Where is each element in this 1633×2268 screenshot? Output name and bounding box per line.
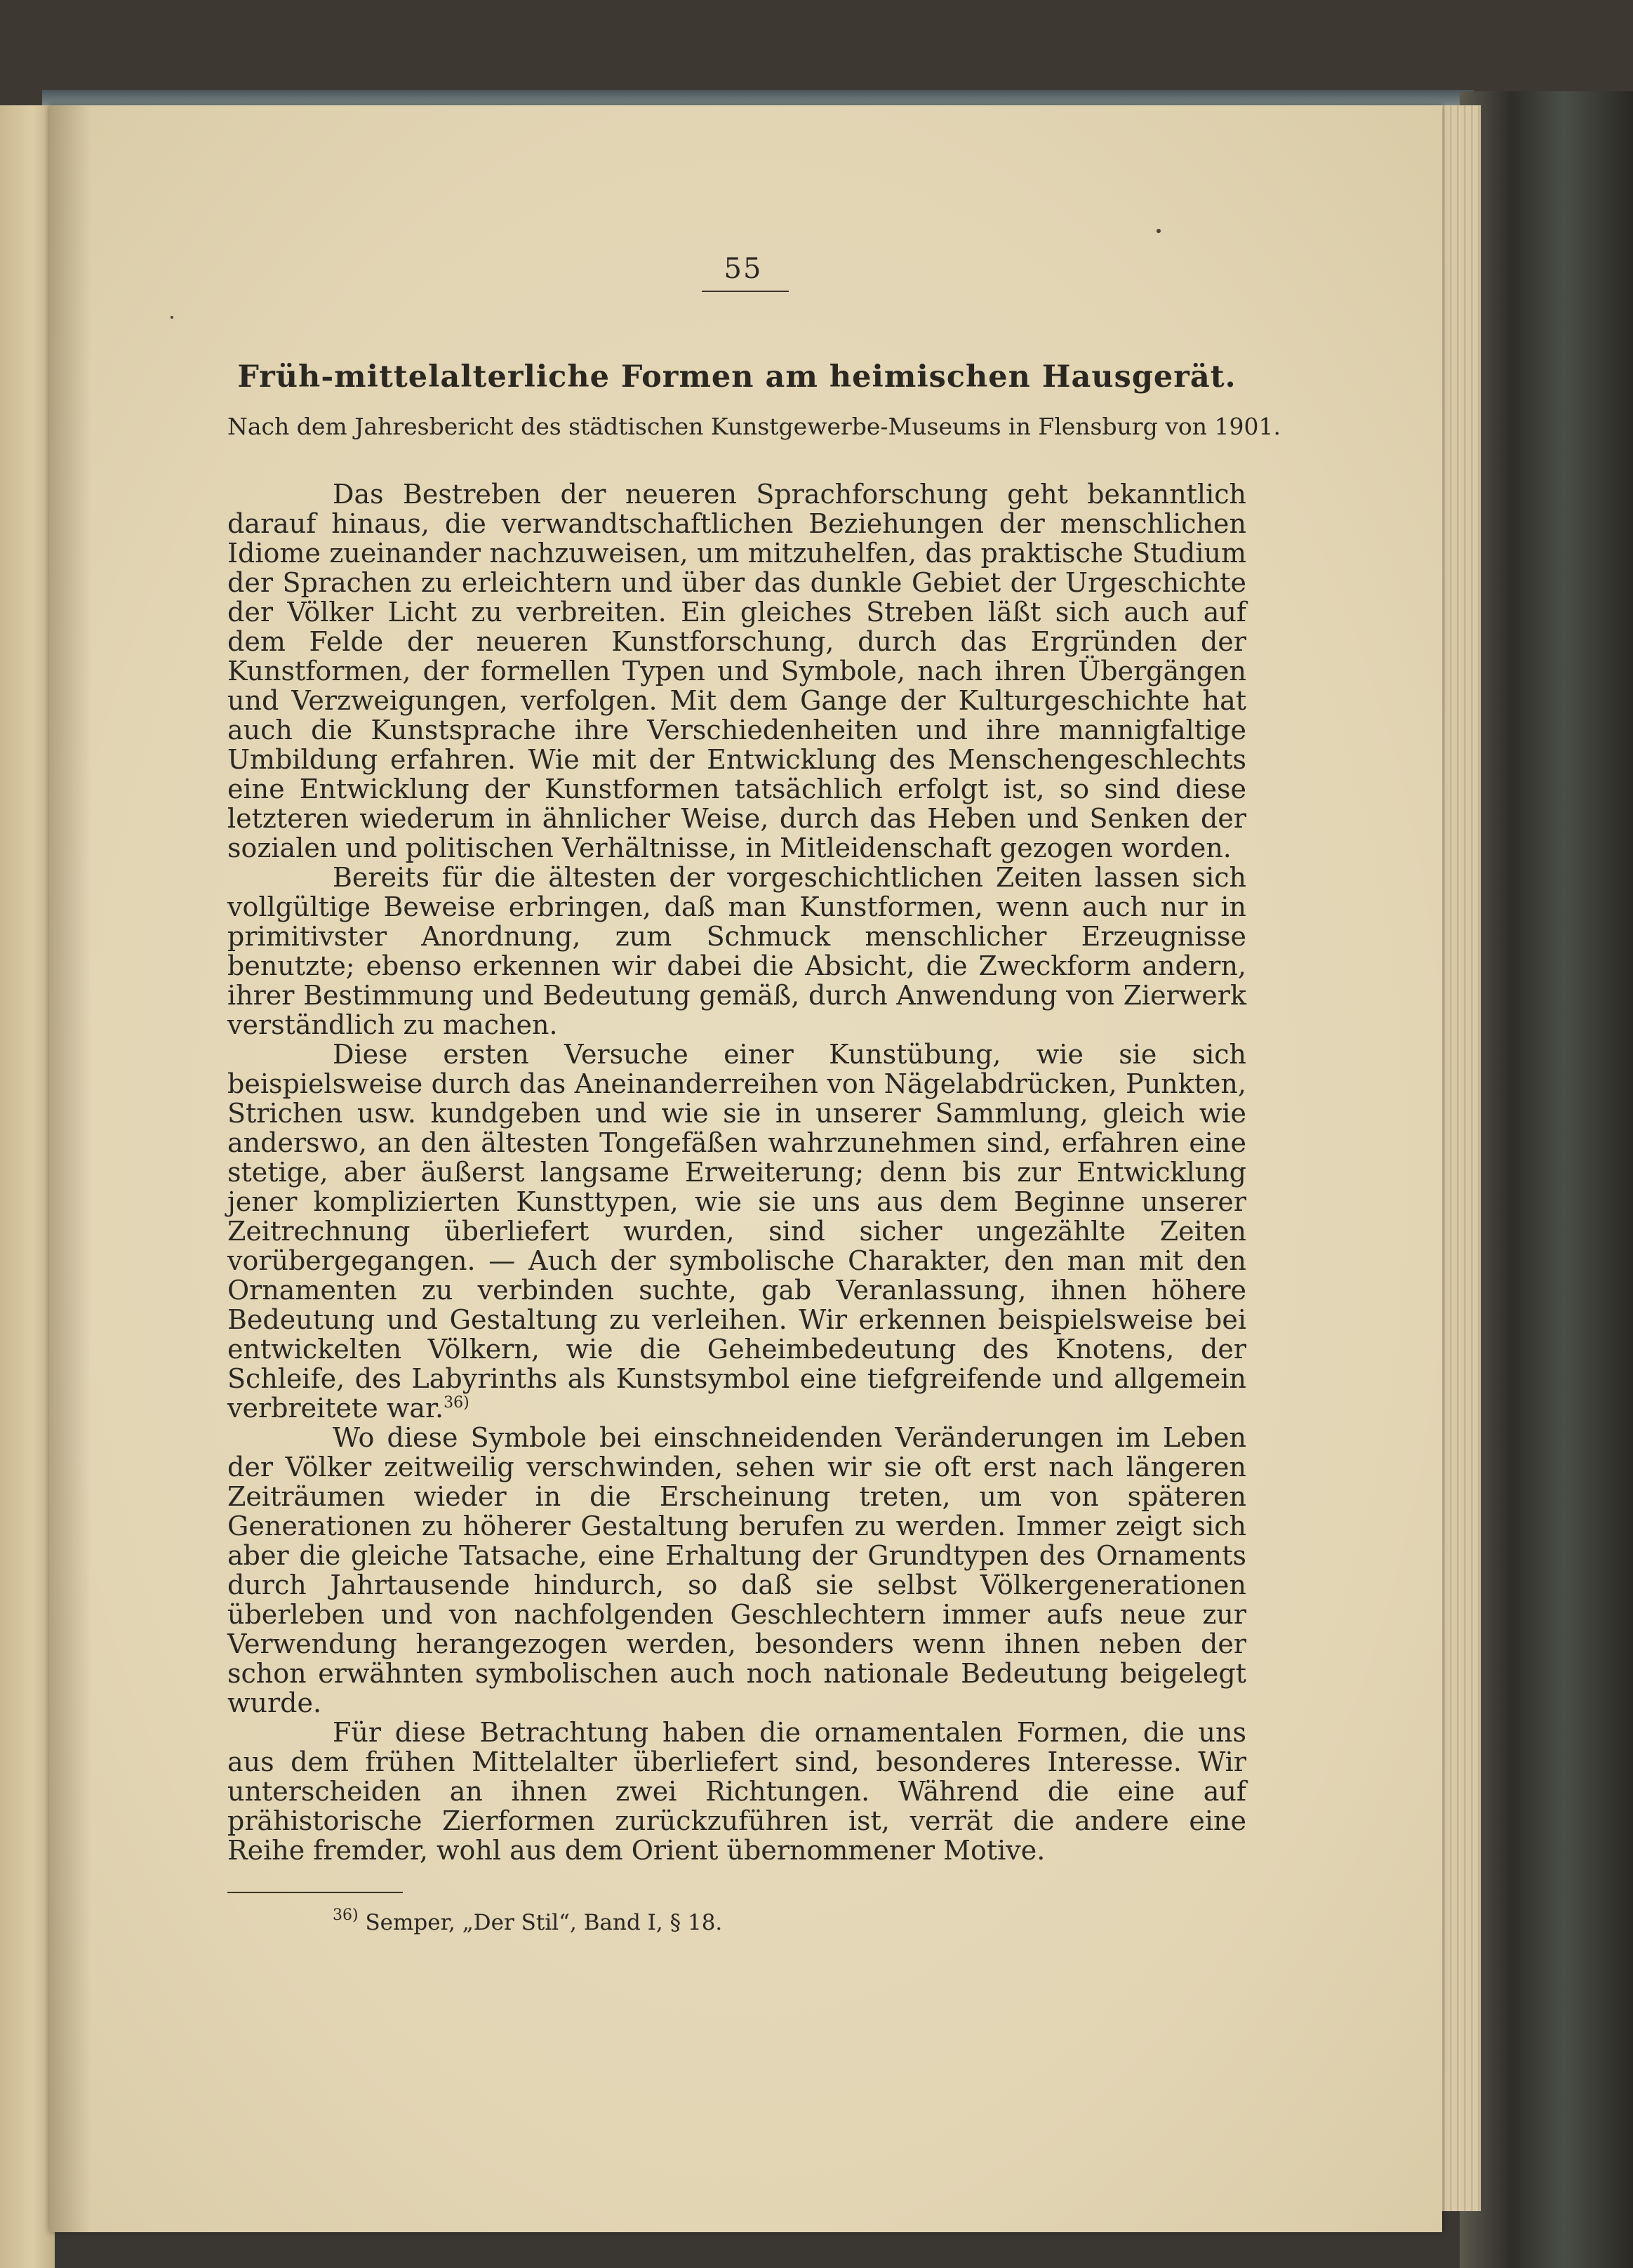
facing-page-edge	[0, 105, 55, 2268]
paragraph: Wo diese Symbole bei einschneidenden Veränderungen im Leben der Völker zeitweilig verschwinden, sehen wir sie oft erst nach längeren Zeiträumen wieder in die Erscheinung treten, um von späteren Generationen zu höherer Gestaltung berufen zu werden. Immer zeigt sich aber die gleiche Tatsache, eine Erhaltung der Grundtypen des Ornaments durch Jahrtausende hindurch, so daß sie selbst Völkergenerationen überleben und von nachfolgenden Geschlechtern immer aufs neue zur Verwendung herangezogen werden, besonders wenn ihnen neben der schon erwähnten symbolischen auch noch nationale Bedeutung beigelegt wurde.	[227, 1422, 1246, 1718]
paragraph-text: Diese ersten Versuche einer Kunstübung, wie sie sich beispielsweise durch das Aneinanderreihen von Nägelabdrücken, Punkten, Strichen usw. kundgeben und wie sie in unserer Sammlung, gleich wie anderswo, an den ältesten Tongefäßen wahrzunehmen sind, erfahren eine stetige, aber äußerst langsame Erweiterung; denn bis zur Entwicklung jener komplizierten Kunsttypen, wie sie uns aus dem Beginne unserer Zeitrechnung überliefert wurden, sind sicher ungezählte Zeiten vorübergegangen. — Auch der symbolische Charakter, den man mit den Ornamenten zu verbinden suchte, gab Veranlassung, ihnen höhere Bedeutung und Gestaltung zu verleihen. Wir erkennen beispielsweise bei entwickelten Völkern, wie die Geheimbedeutung des Knotens, der Schleife, des Labyrinths als Kunstsymbol eine tiefgreifende und allgemein verbreitete war.	[227, 1039, 1246, 1424]
article-title: Früh-mittelalterliche Formen am heimischen Hausgerät.	[237, 359, 1237, 394]
footnote-rule	[227, 1892, 403, 1893]
paragraph: Das Bestreben der neueren Sprachforschung geht bekanntlich darauf hinaus, die verwandtschaftlichen Beziehungen der menschlichen Idiome zueinander nachzuweisen, um mitzuhelfen, das praktische Studium der Sprachen zu erleichtern und über das dunkle Gebiet der Urgeschichte der Völker Licht zu verbreiten. Ein gleiches Streben läßt sich auch auf dem Felde der neueren Kunstforschung, durch das Ergründen der Kunstformen, der formellen Typen und Symbole, nach ihren Übergängen und Verzweigungen, verfolgen. Mit dem Gange der Kulturgeschichte hat auch die Kunstsprache ihre Verschiedenheiten und ihre mannigfaltige Umbildung erfahren. Wie mit der Entwicklung des Menschengeschlechts eine Entwicklung der Kunstformen tatsächlich erfolgt ist, so sind diese letzteren wiederum in ähnlicher Weise, durch das Heben und Senken der sozialen und politischen Verhältnisse, in Mitleidenschaft gezogen worden.	[227, 479, 1246, 863]
footnote-reference: 36)	[444, 1394, 469, 1412]
page-content	[227, 253, 1281, 1935]
paper-speck	[171, 316, 173, 319]
paper-speck	[1157, 229, 1161, 233]
page-number: 55	[724, 253, 763, 285]
footnote-text: Semper, „Der Stil“, Band I, § 18.	[365, 1910, 723, 1935]
book-board-right	[1460, 91, 1633, 2268]
footnote	[333, 1906, 1246, 1935]
paragraph: Bereits für die ältesten der vorgeschichtlichen Zeiten lassen sich vollgültige Beweise erbringen, daß man Kunstformen, wenn auch nur in primitivster Anordnung, zum Schmuck menschlicher Erzeugnisse benutzte; ebenso erkennen wir dabei die Absicht, die Zweckform andern, ihrer Bestimmung und Bedeutung gemäß, durch Anwendung von Zierwerk verständlich zu machen.	[227, 862, 1246, 1040]
paragraph	[227, 1040, 1246, 1423]
article-subtitle: Nach dem Jahresbericht des städtischen Kunstgewerbe-Museums in Flensburg von 1901.	[227, 413, 1281, 440]
paragraph: Für diese Betrachtung haben die ornamentalen Formen, die uns aus dem frühen Mittelalter überliefert sind, besonderes Interesse. Wir unterscheiden an ihnen zwei Richtungen. Während die eine auf prähistorische Zierformen zurückzuführen ist, verrät die andere eine Reihe fremder, wohl aus dem Orient übernommener Motive.	[227, 1717, 1246, 1866]
gutter-shadow	[49, 105, 91, 2232]
article-body	[227, 479, 1246, 1865]
footnote-marker: 36)	[333, 1906, 359, 1924]
page-number-rule	[702, 291, 789, 292]
